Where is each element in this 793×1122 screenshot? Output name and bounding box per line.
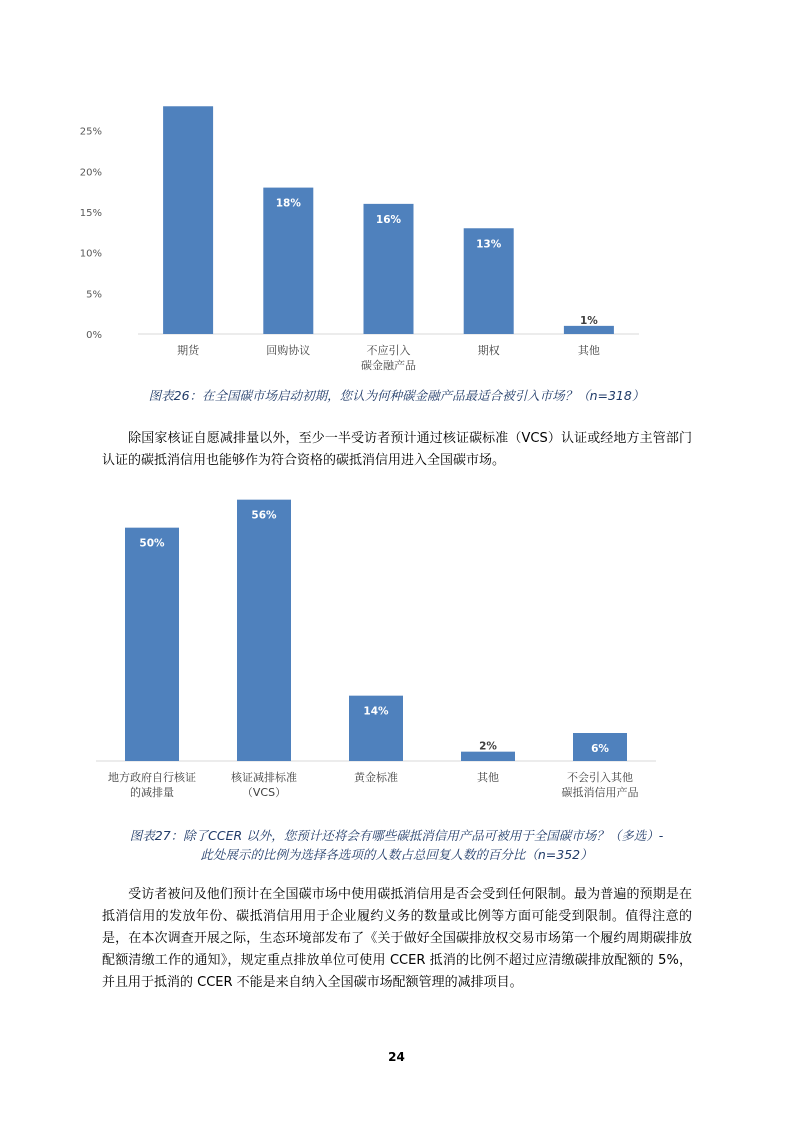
category-label: 地方政府自行核证 [108, 771, 196, 784]
paragraph-1-text: 除国家核证自愿减排量以外，至少一半受访者预计通过核证碳标准（VCS）认证或经地方主管部门认证的碳抵消信用也能够作为符合资格的碳抵消信用进入全国碳市场。 [102, 431, 692, 468]
category-label: 其他 [577, 344, 600, 357]
y-tick-label: 20% [79, 167, 102, 179]
y-tick-label: 0% [86, 330, 102, 341]
data-label: 56% [251, 509, 277, 522]
category-label: 碳金融产品 [361, 359, 416, 372]
category-label: 不应引入 [366, 344, 411, 357]
category-label: 回购协议 [266, 344, 311, 357]
chart-fig27 [0, 480, 793, 810]
data-label: 6% [591, 743, 609, 755]
bar [163, 106, 213, 334]
data-label: 16% [375, 213, 402, 226]
category-label: 的减排量 [130, 786, 174, 799]
y-tick-label: 5% [86, 289, 102, 301]
page-number: 24 [388, 1050, 405, 1064]
caption-fig27 [60, 826, 733, 864]
category-label: 核证减排标准 [231, 771, 297, 784]
caption-fig27-line1: 图表27：除了CCER 以外，您预计还将会有哪些碳抵消信用产品可被用于全国碳市场？（多选）- [129, 828, 664, 843]
data-label: 2% [479, 740, 497, 753]
y-tick-label: 15% [79, 208, 102, 219]
bar [125, 528, 179, 761]
chart-fig26 [0, 90, 793, 380]
y-tick-label: 10% [79, 248, 102, 260]
data-label: 14% [363, 705, 389, 718]
bar [564, 326, 614, 334]
data-label: 50% [139, 537, 165, 550]
category-label: （VCS） [241, 786, 287, 799]
category-label: 黄金标准 [354, 771, 398, 784]
bar [461, 752, 515, 761]
paragraph-2-text: 受访者被问及他们预计在全国碳市场中使用碳抵消信用是否会受到任何限制。最为普遍的预期是在抵消信用的发放年份、碳抵消信用用于企业履约义务的数量或比例等方面可能受到限制。值得注意的是，在本次调查开展之际，生态环境部发布了《关于做好全国碳排放权交易市场第一个履约周期碳排放配额清缴工作的通知》，规定重点排放单位可使用 CCER 抵消的比例不超过应清缴碳排放配额的 5%，并且用于抵消的 CCER 不能是来自纳入全国碳市场配额管理的减排项目。 [102, 887, 692, 990]
category-label: 其他 [477, 771, 499, 784]
paragraph-1 [102, 428, 692, 472]
bar [237, 500, 291, 761]
category-label: 期货 [177, 344, 200, 357]
category-label: 不会引入其他 [567, 771, 633, 784]
data-label: 1% [579, 314, 598, 327]
caption-fig26: 图表26：在全国碳市场启动初期，您认为何种碳金融产品最适合被引入市场？（n=318） [148, 388, 645, 403]
category-label: 碳抵消信用产品 [561, 786, 639, 799]
y-tick-label: 25% [79, 126, 102, 138]
caption-fig27-line2: 此处展示的比例为选择各选项的人数占总回复人数的百分比（n=352） [200, 847, 593, 862]
data-label: 18% [275, 197, 301, 210]
data-label: 13% [476, 238, 502, 251]
paragraph-2 [102, 884, 692, 994]
category-label: 期权 [477, 344, 500, 357]
